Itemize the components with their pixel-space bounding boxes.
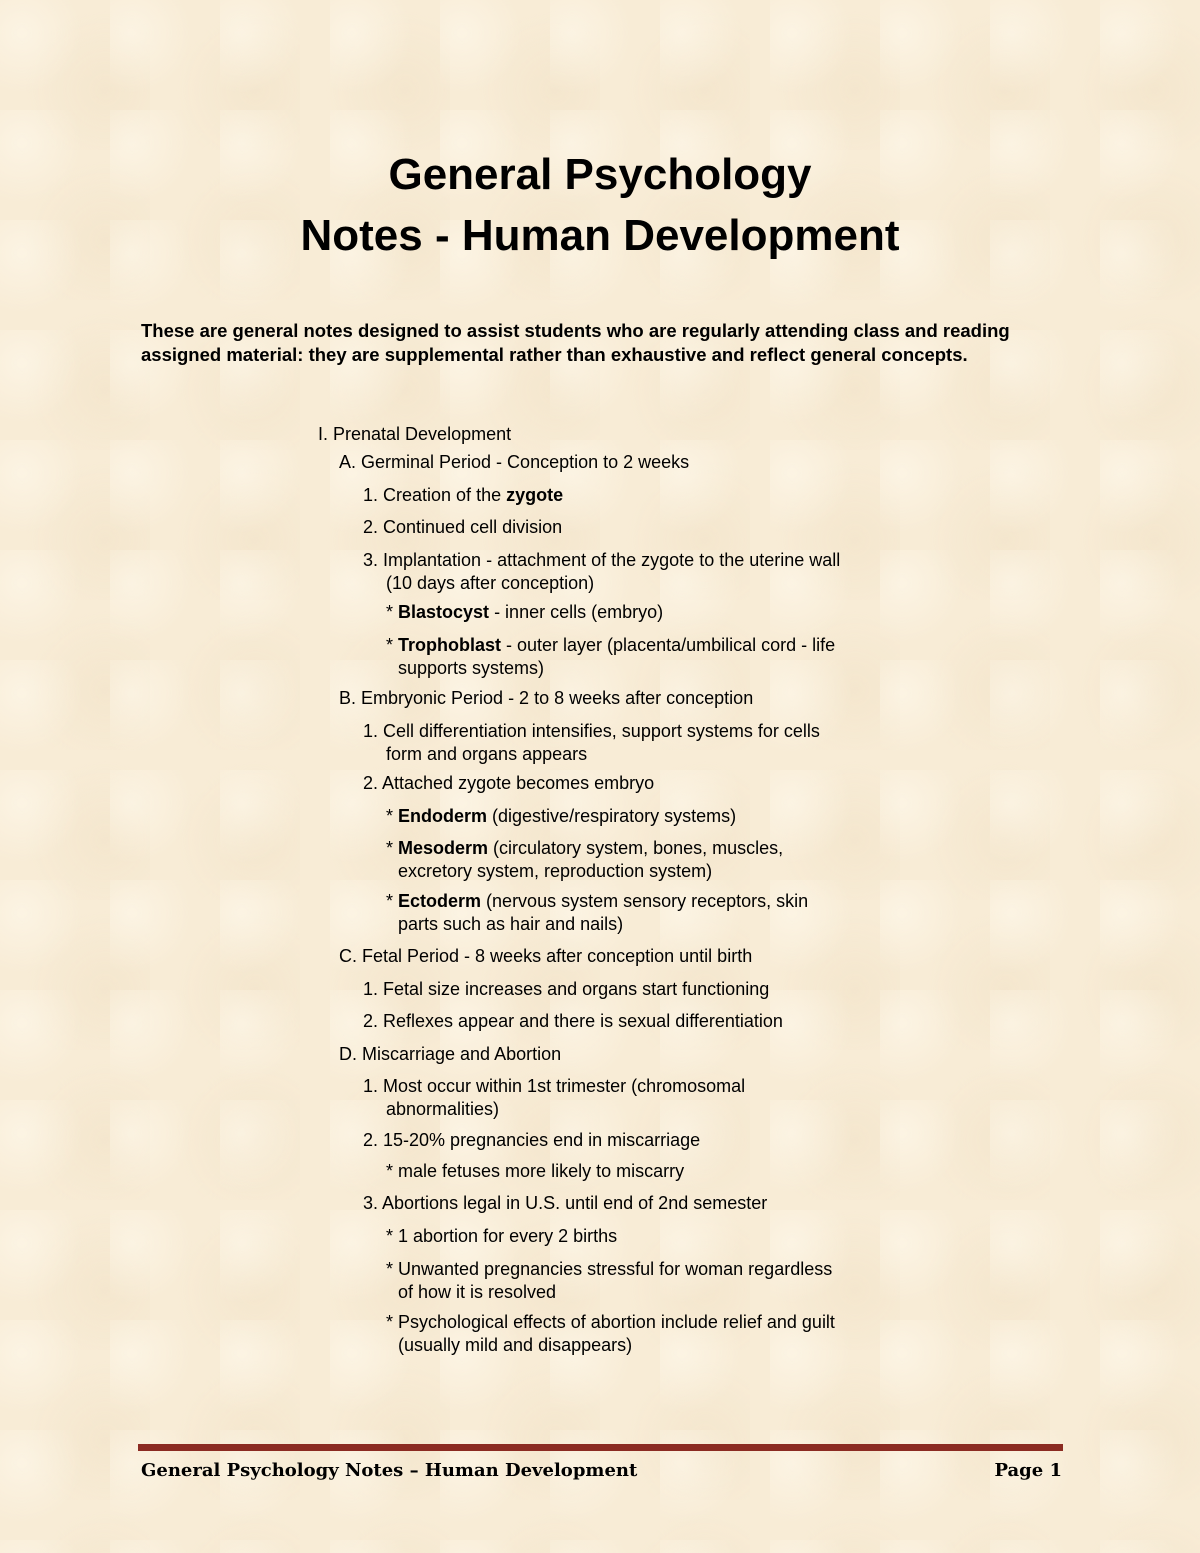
- document-title: General Psychology: [388, 150, 812, 199]
- footer-title: General Psychology Notes – Human Development: [141, 1460, 638, 1481]
- document-subtitle: Notes - Human Development: [300, 211, 900, 260]
- outline-item-implantation: 3. Implantation - attachment of the zygote to the uterine wall: [363, 550, 841, 570]
- outline-embryonic-period: B. Embryonic Period - 2 to 8 weeks after conception: [339, 688, 754, 708]
- item-text: - inner cells (embryo): [489, 602, 664, 622]
- outline-item-abortion-legal: 3. Abortions legal in U.S. until end of 2nd semester: [363, 1193, 768, 1213]
- outline-sub-blastocyst: [386, 601, 663, 624]
- outline-item-first-trimester-cont: abnormalities): [386, 1099, 500, 1119]
- outline-sub-abortion-births: * 1 abortion for every 2 births: [386, 1226, 618, 1246]
- term-blastocyst: Blastocyst: [398, 602, 490, 622]
- outline-item-cell-division: 2. Continued cell division: [363, 517, 563, 537]
- term-mesoderm: Mesoderm: [398, 838, 489, 858]
- intro-paragraph: These are general notes designed to assist students who are regularly attending class and reading assigned material: they are supplemental rather than exhaustive and reflect general concepts.: [141, 320, 1010, 365]
- term-trophoblast: Trophoblast: [398, 635, 502, 655]
- item-text: (digestive/respiratory systems): [487, 806, 737, 826]
- outline-sub-unwanted-pregnancies-cont: of how it is resolved: [398, 1282, 557, 1302]
- outline-sub-psych-effects-cont: (usually mild and disappears): [398, 1335, 633, 1355]
- outline-heading-prenatal: I. Prenatal Development: [318, 424, 512, 444]
- outline-miscarriage-abortion: D. Miscarriage and Abortion: [339, 1044, 562, 1064]
- bullet-star: *: [386, 635, 399, 655]
- outline-sub-ectoderm-cont: parts such as hair and nails): [398, 914, 624, 934]
- item-text: - outer layer (placenta/umbilical cord - life: [501, 635, 836, 655]
- page-number: Page 1: [994, 1460, 1062, 1481]
- outline-sub-ectoderm: [386, 890, 808, 913]
- outline-item-differentiation: 1. Cell differentiation intensifies, support systems for cells: [363, 721, 820, 741]
- outline-germinal-period: A. Germinal Period - Conception to 2 weeks: [339, 452, 690, 472]
- outline-item-reflexes: 2. Reflexes appear and there is sexual differentiation: [363, 1011, 783, 1031]
- outline-sub-mesoderm-cont: excretory system, reproduction system): [398, 861, 713, 881]
- footer-rule: [138, 1444, 1063, 1451]
- outline-sub-endoderm: [386, 805, 736, 828]
- term-zygote: zygote: [506, 485, 564, 505]
- outline-fetal-period: C. Fetal Period - 8 weeks after conception until birth: [339, 946, 753, 966]
- outline-item-implantation-cont: (10 days after conception): [386, 573, 595, 593]
- outline-sub-trophoblast-cont: supports systems): [398, 658, 545, 678]
- term-ectoderm: Ectoderm: [398, 891, 482, 911]
- item-text: (circulatory system, bones, muscles,: [488, 838, 784, 858]
- outline-item-fetal-size: 1. Fetal size increases and organs start functioning: [363, 979, 770, 999]
- outline-sub-psych-effects: * Psychological effects of abortion include relief and guilt: [386, 1312, 835, 1332]
- outline-sub-mesoderm: [386, 837, 783, 860]
- outline-item-first-trimester: 1. Most occur within 1st trimester (chromosomal: [363, 1076, 746, 1096]
- outline-item-miscarriage-rate: 2. 15-20% pregnancies end in miscarriage: [363, 1130, 701, 1150]
- outline-sub-unwanted-pregnancies: * Unwanted pregnancies stressful for woman regardless: [386, 1259, 833, 1279]
- outline-item-embryo: 2. Attached zygote becomes embryo: [363, 773, 655, 793]
- bullet-star: *: [386, 806, 399, 826]
- outline-sub-trophoblast: [386, 634, 835, 657]
- bullet-star: *: [386, 891, 399, 911]
- outline-sub-male-fetuses: * male fetuses more likely to miscarry: [386, 1161, 685, 1181]
- item-text: (nervous system sensory receptors, skin: [481, 891, 809, 911]
- bullet-star: *: [386, 838, 399, 858]
- term-endoderm: Endoderm: [398, 806, 488, 826]
- outline-item-zygote: [363, 484, 563, 507]
- bullet-star: *: [386, 602, 399, 622]
- item-text: 1. Creation of the: [363, 485, 507, 505]
- outline-item-differentiation-cont: form and organs appears: [386, 744, 588, 764]
